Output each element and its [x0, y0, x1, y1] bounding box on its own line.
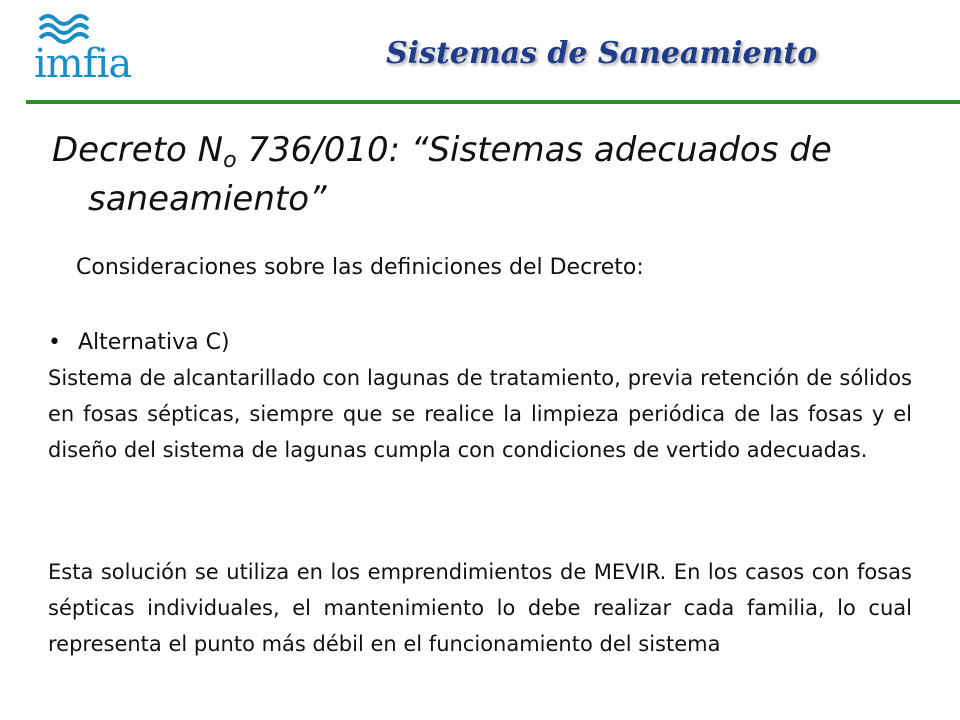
slide-title-line2: saneamiento” [88, 179, 327, 219]
paragraph-mevir: Esta solución se utiliza en los emprendimientos de MEVIR. En los casos con fosas sépticas individuales, el mantenimiento lo debe realizar cada familia, lo cual representa el punto más débil en el funcionamiento del sistema [48, 560, 912, 656]
bullet-icon: • [48, 330, 61, 355]
bullet-item [48, 328, 230, 358]
subheading: Consideraciones sobre las definiciones del Decreto: [76, 255, 644, 280]
logo-wordmark: imfia [34, 41, 132, 87]
slide-title-part1: Decreto N [52, 130, 224, 170]
header-divider [26, 100, 960, 104]
imfia-logo [30, 8, 142, 86]
paragraph-alternativa-c: Sistema de alcantarillado con lagunas de tratamiento, previa retención de sólidos en fosas sépticas, siempre que se realice la limpieza periódica de las fosas y el diseño del sistema de lagunas cumpla con condiciones de vertido adecuadas. [48, 366, 912, 462]
header-title: Sistemas de Saneamiento [386, 36, 818, 71]
bullet-label: Alternativa C) [78, 330, 230, 355]
slide-title [52, 128, 912, 222]
slide-title-part2: 736/010: “Sistemas adecuados de [236, 130, 832, 170]
slide-title-subscript: o [223, 148, 237, 173]
